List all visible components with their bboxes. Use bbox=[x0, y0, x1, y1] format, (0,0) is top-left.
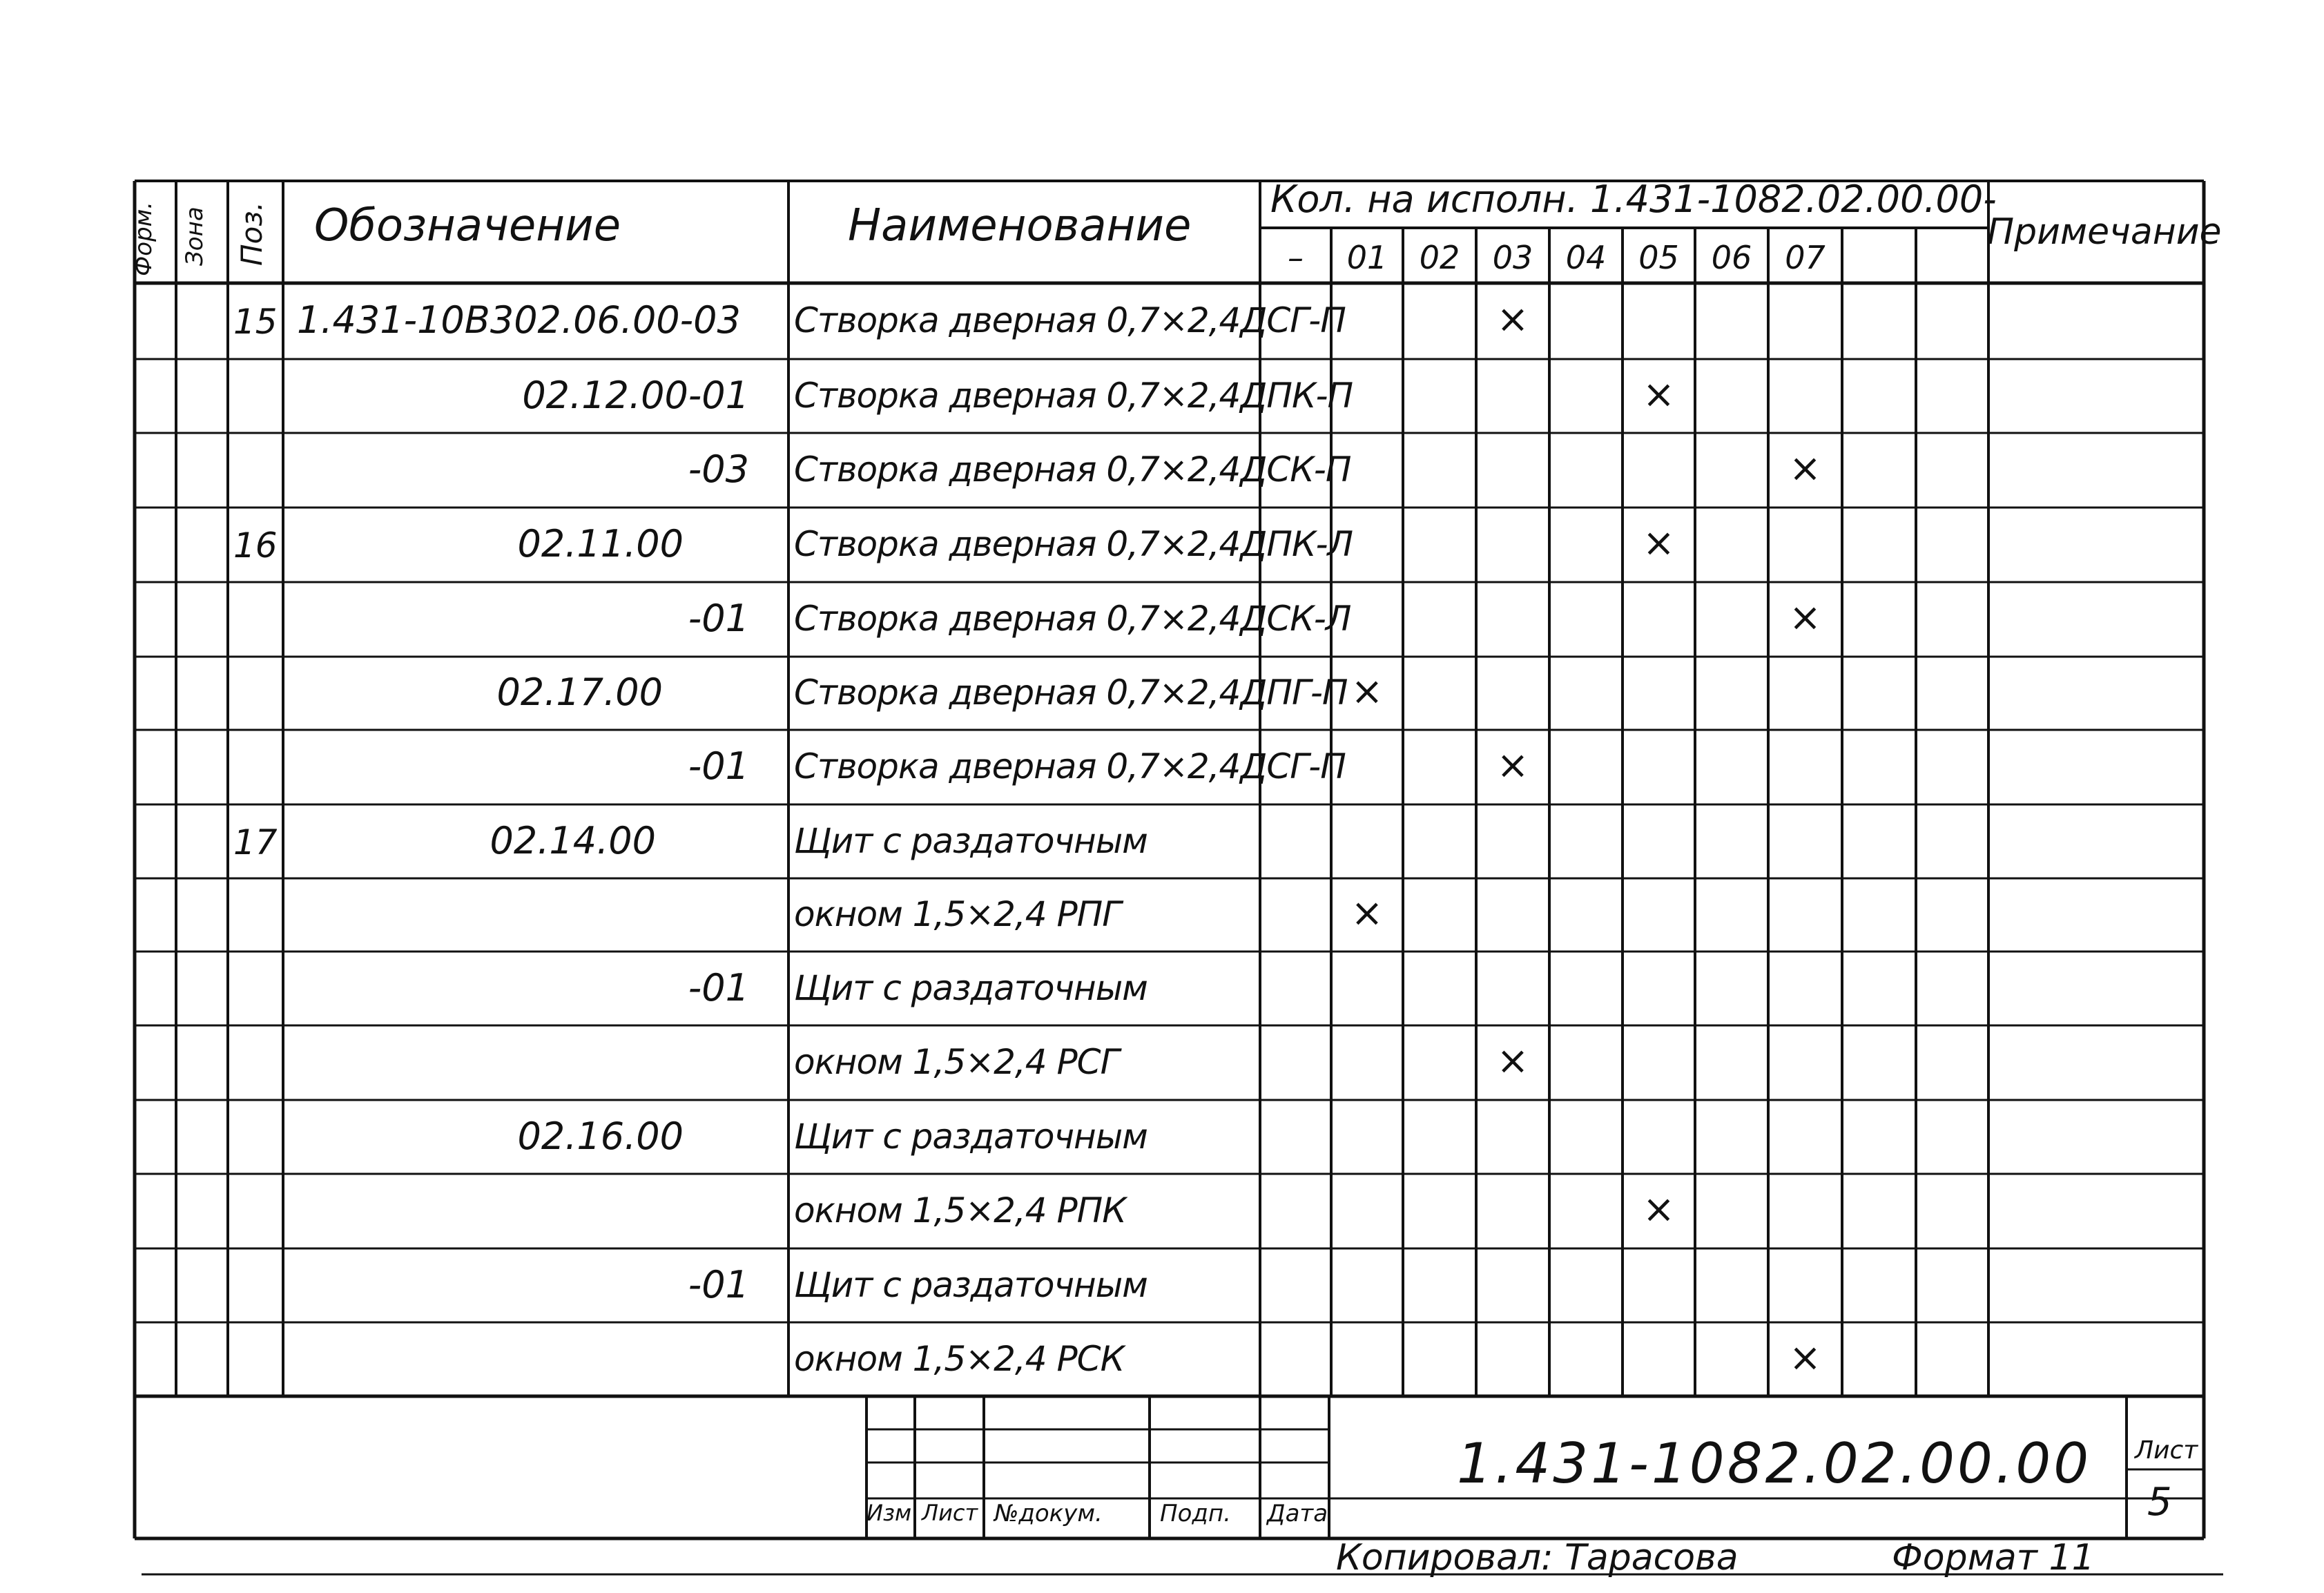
row-name: Щит с раздаточным bbox=[794, 820, 1148, 861]
header-designation: Обозначение bbox=[314, 200, 621, 251]
row-mark: × bbox=[1350, 891, 1384, 936]
row-name: Створка дверная 0,7×2,4ДПК-Л bbox=[794, 524, 1353, 564]
header-name: Наименование bbox=[848, 200, 1192, 251]
row-pos: 17 bbox=[233, 822, 278, 862]
tb-label-list: Лист bbox=[922, 1500, 978, 1526]
variant-header-6: 06 bbox=[1711, 239, 1752, 276]
row-designation: 02.16.00 bbox=[517, 1114, 684, 1158]
row-designation: -03 bbox=[688, 447, 749, 491]
row-designation: 02.14.00 bbox=[490, 818, 656, 862]
footer-format: Формат 11 bbox=[1892, 1537, 2095, 1578]
footer-copied: Копировал: Тарасова bbox=[1336, 1537, 1739, 1578]
row-mark: × bbox=[1789, 595, 1821, 640]
row-name: Створка дверная 0,7×2,4ДСГ-П bbox=[794, 300, 1346, 340]
row-pos: 15 bbox=[233, 302, 278, 342]
row-name: Створка дверная 0,7×2,4ДСК-Л bbox=[794, 599, 1351, 639]
row-name: окном 1,5×2,4 РПГ bbox=[794, 894, 1121, 934]
row-designation: -01 bbox=[688, 965, 749, 1010]
row-mark: × bbox=[1643, 521, 1675, 566]
row-name: окном 1,5×2,4 РСГ bbox=[794, 1042, 1119, 1082]
header-qty: Кол. на исполн. 1.431-1082.02.00.00- bbox=[1270, 177, 1997, 221]
tb-label-docnum: №докум. bbox=[994, 1500, 1103, 1527]
row-pos: 16 bbox=[233, 525, 278, 566]
sheet-label: Лист bbox=[2135, 1436, 2198, 1465]
row-mark: × bbox=[1350, 669, 1384, 714]
row-designation: 02.11.00 bbox=[517, 522, 684, 566]
header-form: Форм. bbox=[130, 201, 157, 276]
row-mark: × bbox=[1496, 297, 1529, 342]
variant-header-1: 01 bbox=[1346, 239, 1388, 276]
header-note: Примечание bbox=[1987, 211, 2222, 253]
tb-label-izm: Изм bbox=[866, 1500, 912, 1526]
row-designation: 1.431-10В302.06.00-03 bbox=[297, 298, 741, 342]
variant-header-7: 07 bbox=[1785, 239, 1826, 276]
row-mark: × bbox=[1643, 1187, 1675, 1232]
row-designation: -01 bbox=[688, 744, 749, 788]
row-mark: × bbox=[1496, 1039, 1529, 1083]
row-name: Створка дверная 0,7×2,4ДПК-П bbox=[794, 375, 1353, 416]
variant-header-3: 03 bbox=[1492, 239, 1533, 276]
row-mark: × bbox=[1789, 446, 1821, 491]
row-mark: × bbox=[1789, 1335, 1821, 1380]
doc-number: 1.431-1082.02.00.00 bbox=[1457, 1431, 2092, 1496]
row-name: Створка дверная 0,7×2,4ДПГ-П bbox=[794, 673, 1348, 713]
row-name: окном 1,5×2,4 РСК bbox=[794, 1338, 1125, 1379]
variant-header-4: 04 bbox=[1565, 239, 1607, 276]
row-designation: 02.17.00 bbox=[496, 670, 663, 714]
row-name: Щит с раздаточным bbox=[794, 967, 1148, 1008]
sheet-number: 5 bbox=[2147, 1480, 2172, 1525]
row-designation: -01 bbox=[688, 1262, 749, 1306]
tb-label-sign: Подп. bbox=[1160, 1500, 1231, 1527]
row-mark: × bbox=[1643, 371, 1675, 417]
row-designation: -01 bbox=[688, 597, 749, 640]
row-designation: 02.12.00-01 bbox=[522, 373, 749, 417]
row-name: окном 1,5×2,4 РПК bbox=[794, 1190, 1126, 1230]
header-zone: Зона bbox=[181, 206, 209, 266]
variant-header-2: 02 bbox=[1419, 239, 1460, 276]
tb-label-date: Дата bbox=[1267, 1500, 1328, 1527]
header-pos: Поз. bbox=[235, 202, 269, 266]
row-mark: × bbox=[1496, 743, 1529, 788]
variant-header-5: 05 bbox=[1638, 239, 1679, 276]
row-name: Створка дверная 0,7×2,4ДСГ-П bbox=[794, 746, 1346, 786]
variant-header-0: – bbox=[1288, 239, 1304, 276]
row-name: Щит с раздаточным bbox=[794, 1264, 1148, 1305]
row-name: Щит с раздаточным bbox=[794, 1116, 1148, 1157]
row-name: Створка дверная 0,7×2,4ДСК-П bbox=[794, 450, 1351, 490]
